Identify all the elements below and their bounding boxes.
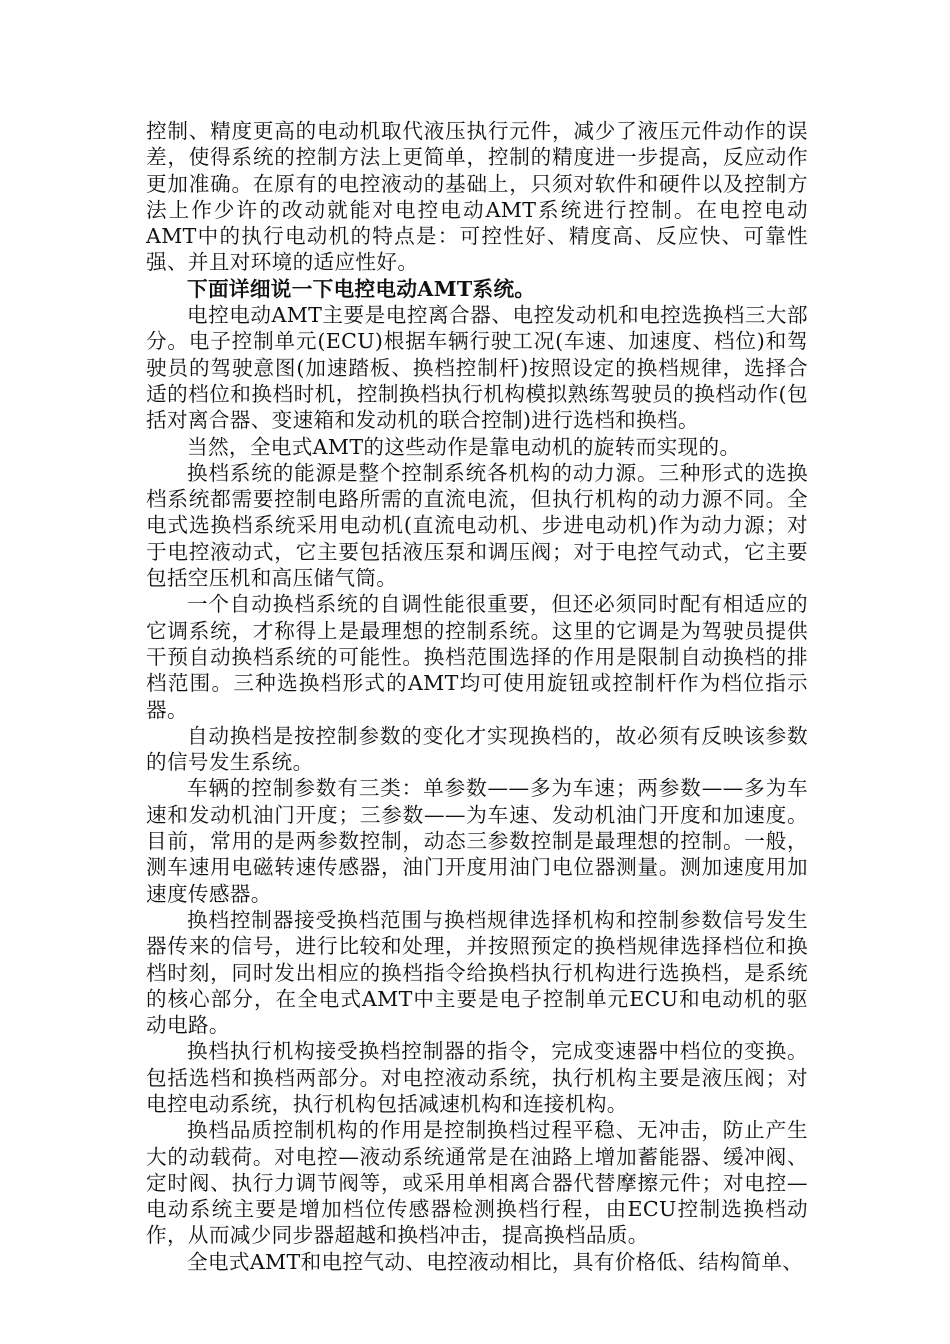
paragraph: 换档控制器接受换档范围与换档规律选择机构和控制参数信号发生器传来的信号，进行比较和处理，并按照预定的换档规律选择档位和换档时刻，同时发出相应的换档指令给换档执行机构进行选换档，是系统的核心部分，在全电式AMT中主要是电子控制单元ECU和电动机的驱动电路。 bbox=[146, 907, 808, 1038]
section-heading: 下面详细说一下电控电动AMT系统。 bbox=[187, 276, 536, 301]
paragraph: 当然，全电式AMT的这些动作是靠电动机的旋转而实现的。 bbox=[187, 434, 741, 459]
paragraph: 电控电动AMT主要是电控离合器、电控发动机和电控选换档三大部分。电子控制单元(ECU)根据车辆行驶工况(车速、加速度、档位)和驾驶员的驾驶意图(加速踏板、换档控制杆)按照设定的换档规律，选择合适的档位和换档时机，控制换档执行机构模拟熟练驾驶员的换档动作(包括对离合器、变速箱和发动机的联合控制)进行选档和换档。 bbox=[146, 303, 808, 433]
paragraph: 换档系统的能源是整个控制系统各机构的动力源。三种形式的选换档系统都需要控制电路所需的直流电流，但执行机构的动力源不同。全电式选换档系统采用电动机(直流电动机、步进电动机)作为动力源；对于电控液动式，它主要包括液压泵和调压阀；对于电控气动式，它主要包括空压机和高压储气筒。 bbox=[146, 460, 808, 591]
paragraph: 车辆的控制参数有三类：单参数——多为车速；两参数——多为车速和发动机油门开度；三参数——为车速、发动机油门开度和加速度。目前，常用的是两参数控制，动态三参数控制是最理想的控制。一般，测车速用电磁转速传感器，油门开度用油门电位器测量。测加速度用加速度传感器。 bbox=[146, 776, 808, 906]
paragraph: 换档品质控制机构的作用是控制换档过程平稳、无冲击，防止产生大的动载荷。对电控—液动系统通常是在油路上增加蓄能器、缓冲阀、定时阀、执行力调节阀等，或采用单相离合器代替摩擦元件；对电控—电动系统主要是增加档位传感器检测换档行程，由ECU控制选换档动作，从而减少同步器超越和换档冲击，提高换档品质。 bbox=[146, 1118, 808, 1248]
paragraph: 换档执行机构接受换档控制器的指令，完成变速器中档位的变换。包括选档和换档两部分。对电控液动系统，执行机构主要是液压阀；对电控电动系统，执行机构包括减速机构和连接机构。 bbox=[146, 1039, 808, 1116]
paragraph-continuation: 控制、精度更高的电动机取代液压执行元件，减少了液压元件动作的误差，使得系统的控制方法上更简单，控制的精度进一步提高，反应动作更加准确。在原有的电控液动的基础上，只须对软件和硬件以及控制方法上作少许的改动就能对电控电动AMT系统进行控制。在电控电动AMT中的执行电动机的特点是：可控性好、精度高、反应快、可靠性强、并且对环境的适应性好。 bbox=[146, 119, 808, 275]
paragraph: 自动换档是按控制参数的变化才实现换档的，故必须有反映该参数的信号发生系统。 bbox=[146, 723, 808, 775]
paragraph-truncated: 全电式AMT和电控气动、电控液动相比，具有价格低、结构简单、 bbox=[187, 1249, 804, 1274]
paragraph: 一个自动换档系统的自调性能很重要，但还必须同时配有相适应的它调系统，才称得上是最理想的控制系统。这里的它调是为驾驶员提供干预自动换档系统的可能性。换档范围选择的作用是限制自动换档的排档范围。三种选换档形式的AMT均可使用旋钮或控制杆作为档位指示器。 bbox=[146, 592, 808, 722]
document-body bbox=[146, 118, 808, 1275]
